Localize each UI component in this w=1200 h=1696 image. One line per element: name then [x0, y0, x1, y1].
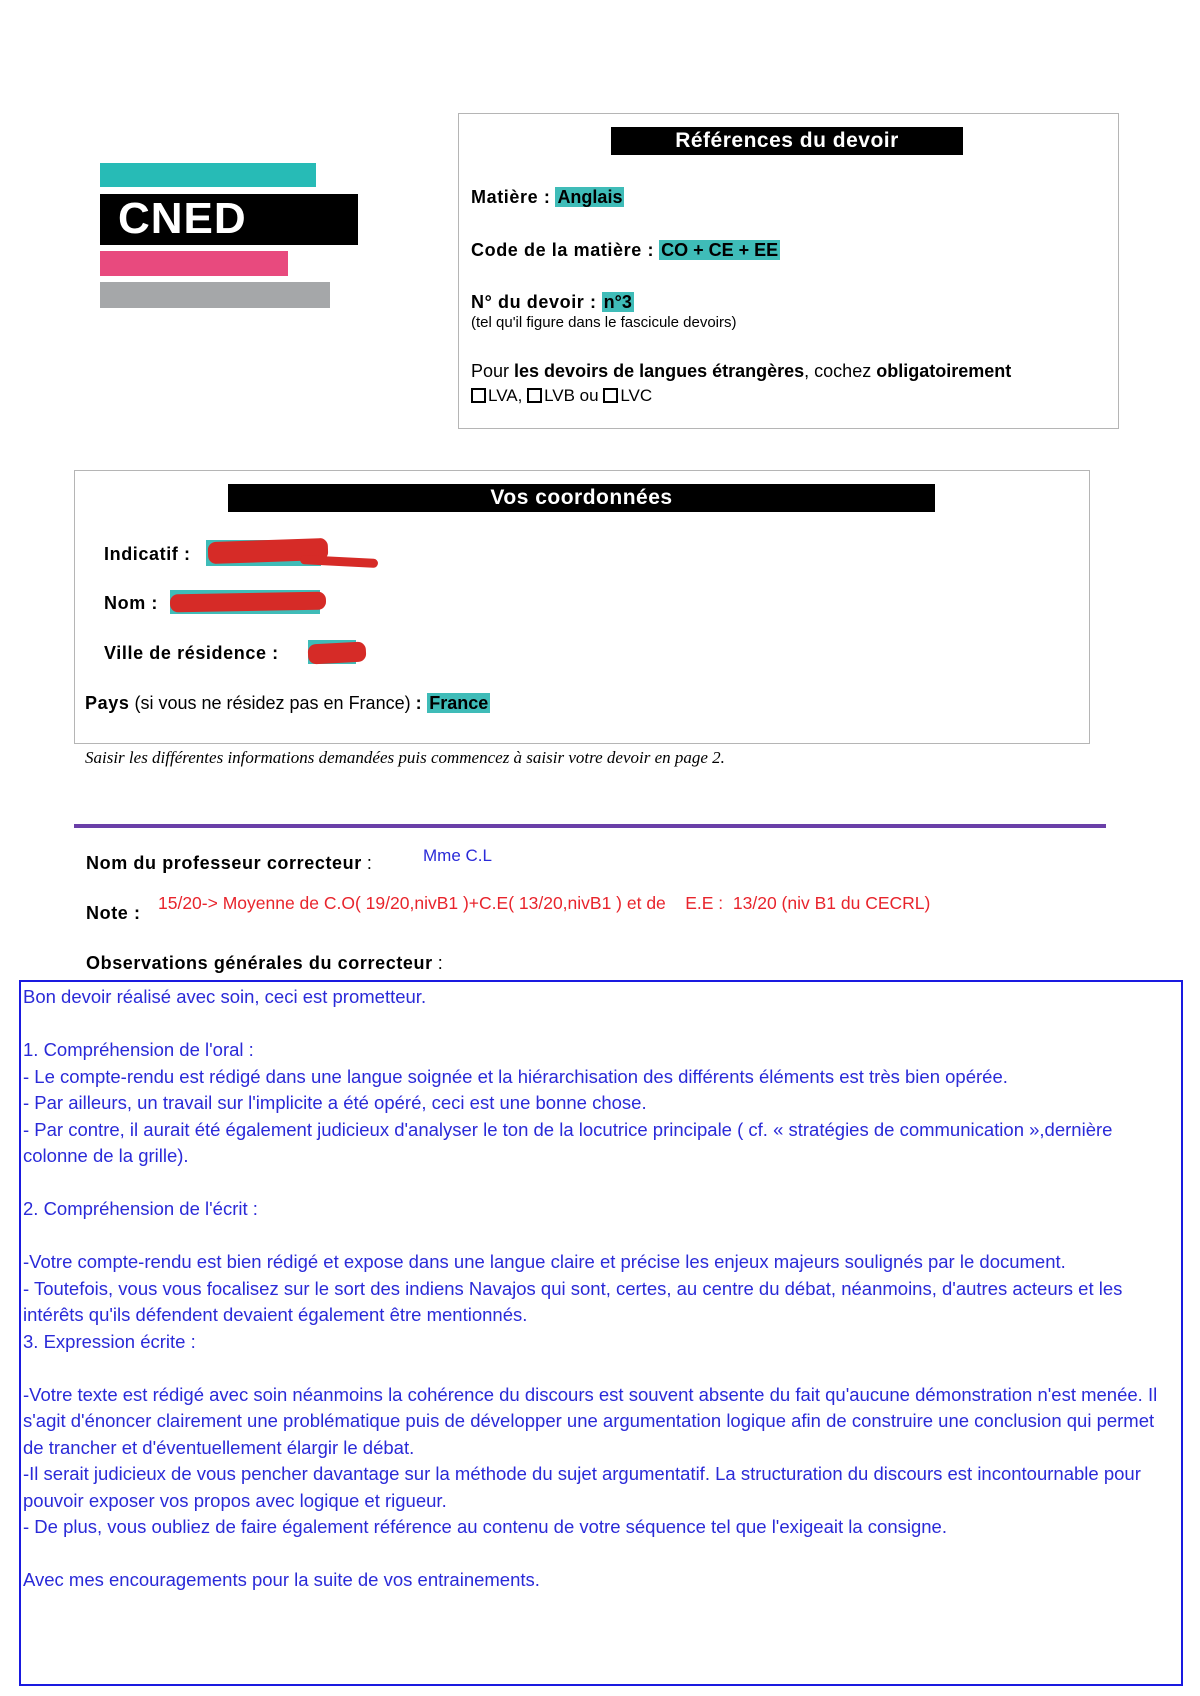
- langues-prefix: Pour: [471, 361, 515, 381]
- indicatif-label: Indicatif :: [104, 544, 191, 564]
- langues-options: [471, 385, 652, 407]
- lvb-checkbox[interactable]: [527, 388, 542, 403]
- logo-text: CNED: [118, 194, 247, 243]
- pays-label: Pays: [85, 693, 130, 713]
- section1-point-a: - Le compte-rendu est rédigé dans une langue soignée et la hiérarchisation des différents éléments est très bien opérée.: [23, 1065, 1008, 1087]
- section1-point-c: - Par contre, il aurait été également judicieux d'analyser le ton de la locutrice principale ( cf. « stratégies de communication »,dernière colonne de la grille).: [23, 1118, 1113, 1166]
- pays-value[interactable]: France: [429, 693, 489, 713]
- comment-closing: Avec mes encouragements pour la suite de vos entrainements.: [23, 1569, 540, 1590]
- ville-redaction: [308, 641, 367, 664]
- langues-mid: , cochez: [804, 361, 877, 381]
- separator-line: [74, 824, 1106, 828]
- logo-grey-bar: [100, 282, 330, 308]
- prof-row: [86, 850, 372, 876]
- devoir-note: (tel qu'il figure dans le fascicule devoirs): [471, 314, 737, 331]
- code-label: Code de la matière :: [471, 240, 655, 260]
- nom-redaction: [170, 592, 326, 613]
- devoir-label: N° du devoir :: [471, 292, 597, 312]
- section3-point-a: -Votre texte est rédigé avec soin néanmoins la cohérence du discours est souvent absente du fait qu'aucune démonstration n'est menée. Il s'agit d'énoncer clairement une problématique puis de développer une argumentation logique afin de construire une conclusion qui permet de trancher et d'éventuellement élargir le débat.: [23, 1383, 1158, 1458]
- lva-label: LVA,: [488, 386, 523, 405]
- obs-colon: :: [432, 953, 443, 973]
- logo-teal-bar: [100, 163, 316, 187]
- devoir-row: [471, 289, 634, 315]
- prof-colon: :: [361, 853, 372, 873]
- langues-bold: les devoirs de langues étrangères: [514, 361, 805, 381]
- coordonnees-header: Vos coordonnées: [228, 484, 935, 512]
- logo-pink-bar: [100, 251, 288, 276]
- devoir-value[interactable]: n°3: [603, 292, 632, 312]
- section2-point-b: - Toutefois, vous vous focalisez sur le sort des indiens Navajos qui sont, certes, au centre du débat, néanmoins, d'autres acteurs et les intérêts qu'ils défendent devaient également être mentionnés.: [23, 1277, 1123, 1325]
- nom-label: Nom :: [104, 593, 158, 613]
- comments-box[interactable]: [19, 980, 1183, 1686]
- matiere-row: [471, 184, 624, 210]
- references-header: Références du devoir: [611, 127, 963, 155]
- section1-point-b: - Par ailleurs, un travail sur l'implicite a été opéré, ceci est une bonne chose.: [23, 1092, 647, 1113]
- section2-title: 2. Compréhension de l'écrit :: [23, 1198, 258, 1219]
- pays-colon: :: [415, 693, 423, 713]
- langues-bold2: obligatoirement: [876, 361, 1012, 381]
- obs-label: Observations générales du correcteur: [86, 953, 433, 973]
- ville-label: Ville de résidence :: [104, 643, 279, 663]
- code-row: [471, 237, 780, 263]
- note-label: Note :: [86, 903, 141, 923]
- section3-point-c: - De plus, vous oubliez de faire également référence au contenu de votre séquence tel que l'exigeait la consigne.: [23, 1516, 947, 1537]
- section2-point-a: -Votre compte-rendu est bien rédigé et expose dans une langue claire et précise les enjeux majeurs soulignés par le document.: [23, 1251, 1066, 1272]
- code-value[interactable]: CO + CE + EE: [661, 240, 779, 260]
- section3-title: 3. Expression écrite :: [23, 1330, 196, 1352]
- matiere-value[interactable]: Anglais: [557, 187, 623, 207]
- langues-row: [471, 360, 1011, 382]
- obs-row: [86, 950, 443, 976]
- note-value: 15/20-> Moyenne de C.O( 19/20,nivB1 )+C.E( 13/20,nivB1 ) et de E.E : 13/20 (niv B1 du CECRL): [158, 893, 931, 913]
- prof-value: Mme C.L: [423, 846, 492, 865]
- lva-checkbox[interactable]: [471, 388, 486, 403]
- instruction-note: Saisir les différentes informations demandées puis commencez à saisir votre devoir en page 2.: [85, 748, 725, 767]
- section1-title: 1. Compréhension de l'oral :: [23, 1039, 254, 1060]
- prof-label: Nom du professeur correcteur: [86, 853, 362, 873]
- comment-intro: Bon devoir réalisé avec soin, ceci est prometteur.: [23, 986, 427, 1007]
- pays-row: [85, 690, 490, 716]
- matiere-label: Matière :: [471, 187, 551, 207]
- lvc-checkbox[interactable]: [603, 388, 618, 403]
- pays-note: (si vous ne résidez pas en France): [129, 693, 416, 713]
- lvc-label: LVC: [620, 386, 653, 405]
- lvb-label: LVB ou: [544, 386, 599, 405]
- section3-point-b: -Il serait judicieux de vous pencher davantage sur la méthode du sujet argumentatif. La structuration du discours est incontournable pour pouvoir exposer vos propos avec logique et rigueur.: [23, 1463, 1141, 1511]
